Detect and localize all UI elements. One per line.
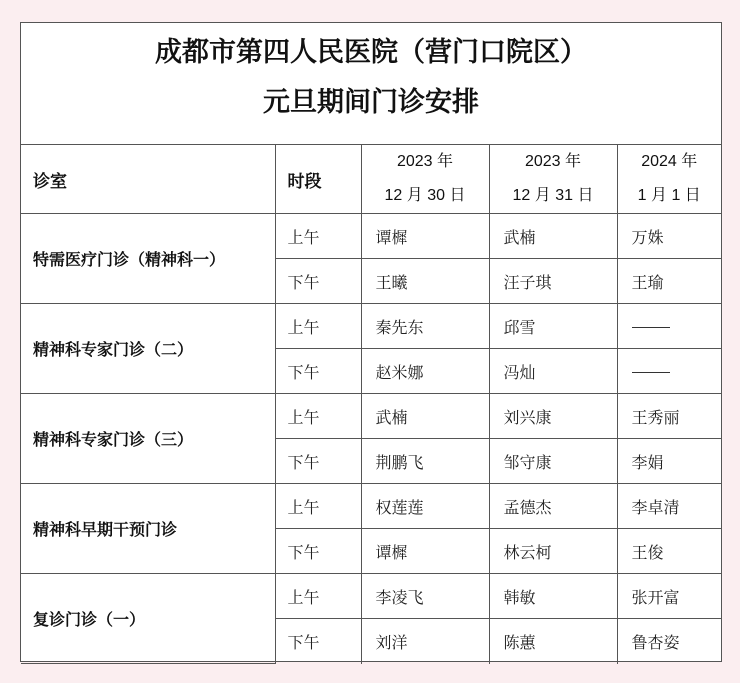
doctor-cell: 韩敏 [489,574,617,619]
doctor-cell: 李卓清 [617,484,721,529]
header-date-3-day: 1 月 1 日 [637,187,701,204]
doctor-cell: 武楠 [489,214,617,259]
header-date-1-day: 12 月 30 日 [384,187,466,204]
doctor-cell: 孟德杰 [489,484,617,529]
table-row [21,304,721,349]
doctor-cell: 谭樨 [361,214,489,259]
clinic-name: 特需医疗门诊（精神科一） [21,214,275,304]
slot-cell: 上午 [275,304,361,349]
header-date-3-year: 2024 年 [641,153,698,170]
doctor-cell: 鲁杏姿 [617,619,721,664]
clinic-name: 精神科专家门诊（三） [21,394,275,484]
title-block [21,23,721,145]
slot-cell: 上午 [275,394,361,439]
slot-cell: 下午 [275,439,361,484]
doctor-cell: 林云柯 [489,529,617,574]
doctor-cell: 谭樨 [361,529,489,574]
schedule-table [21,145,721,664]
slot-cell: 下午 [275,259,361,304]
table-row [21,394,721,439]
header-date-3 [617,145,721,214]
doctor-cell: 秦先东 [361,304,489,349]
doctor-cell: 冯灿 [489,349,617,394]
header-date-2-year: 2023 年 [524,153,582,170]
header-date-2-day: 12 月 31 日 [512,187,594,204]
header-date-1 [361,145,489,214]
slot-cell: 下午 [275,349,361,394]
doctor-cell: 王瑜 [617,259,721,304]
slot-cell: 下午 [275,619,361,664]
doctor-cell: 邱雪 [489,304,617,349]
slot-cell: 上午 [275,574,361,619]
doctor-cell: 武楠 [361,394,489,439]
doctor-cell: 万姝 [617,214,721,259]
schedule-title: 元旦期间门诊安排 [263,87,479,118]
slot-cell: 下午 [275,529,361,574]
table-row [21,574,721,619]
header-date-1-year: 2023 年 [396,153,454,170]
doctor-cell: 刘兴康 [489,394,617,439]
doctor-cell: 汪子琪 [489,259,617,304]
header-date-2 [489,145,617,214]
clinic-name: 精神科专家门诊（二） [21,304,275,394]
doctor-cell: 荆鹏飞 [361,439,489,484]
doctor-cell: 王曦 [361,259,489,304]
clinic-name: 精神科早期干预门诊 [21,484,275,574]
doctor-cell: 赵米娜 [361,349,489,394]
doctor-cell: 邹守康 [489,439,617,484]
doctor-cell: 陈蕙 [489,619,617,664]
doctor-cell: 李娟 [617,439,721,484]
table-row [21,484,721,529]
doctor-cell: 权莲莲 [361,484,489,529]
doctor-cell: 王俊 [617,529,721,574]
dash-mark [632,327,670,328]
doctor-cell: 李凌飞 [361,574,489,619]
header-slot: 时段 [275,145,361,214]
doctor-cell: 刘洋 [361,619,489,664]
doctor-cell-empty [617,304,721,349]
doctor-cell-empty [617,349,721,394]
header-row [21,145,721,214]
schedule-document [20,22,722,662]
header-room: 诊室 [21,145,275,214]
dash-mark [632,372,670,373]
slot-cell: 上午 [275,484,361,529]
doctor-cell: 王秀丽 [617,394,721,439]
doctor-cell: 张开富 [617,574,721,619]
hospital-title: 成都市第四人民医院（营门口院区） [155,37,587,68]
table-row [21,214,721,259]
slot-cell: 上午 [275,214,361,259]
clinic-name: 复诊门诊（一） [21,574,275,664]
